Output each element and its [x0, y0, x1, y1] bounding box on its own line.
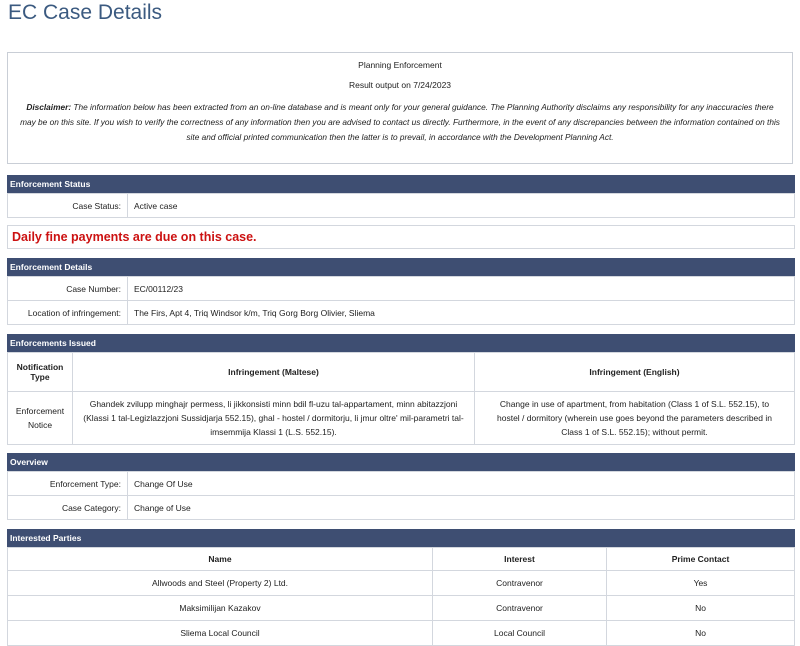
case-number-value: EC/00112/23	[128, 277, 795, 301]
party-name: Maksimilijan Kazakov	[8, 596, 433, 621]
interested-parties-table	[7, 547, 795, 646]
table-header-row	[8, 353, 795, 392]
result-output-date: Result output on 7/24/2023	[348, 80, 452, 90]
col-interest: Interest	[433, 548, 607, 571]
enforcement-details-header: Enforcement Details	[7, 258, 795, 276]
col-infringement-english: Infringement (English)	[475, 353, 795, 392]
party-name: Allwoods and Steel (Property 2) Ltd.	[8, 571, 433, 596]
case-status-value: Active case	[128, 194, 795, 218]
table-row	[8, 277, 795, 301]
infringement-maltese-cell: Ghandek zvilupp minghajr permess, li jikkonsisti minn bdil fl-uzu tal-appartament, minn abitazzjoni (Klassi 1 tal-Legizlazzjoni Sussidjarja 552.15), ghal - hostel / dormitorju, li jmur oltre' mil-parametri tal-imsemmija Klassi 1 (L.S. 552.15).	[73, 392, 475, 445]
disclaimer-text: The information below has been extracted from an on-line database and is meant only for your general guidance. The Planning Authority disclaims any responsibility for any inaccuracies there may be on this site. If you wish to verify the correctness of any information then you are advised to contact us directly. Furthermore, in the event of any discrepancies between the information contained on this site and official printed communication then the latter is to prevail, in accordance with the Development Planning Act.	[20, 102, 780, 142]
table-row	[8, 496, 795, 520]
col-infringement-maltese: Infringement (Maltese)	[73, 353, 475, 392]
party-prime-contact: No	[607, 596, 795, 621]
table-row	[8, 571, 795, 596]
overview-header: Overview	[7, 453, 795, 471]
enforcement-type-value: Change Of Use	[128, 472, 795, 496]
enforcements-issued-header: Enforcements Issued	[7, 334, 795, 352]
case-category-label: Case Category:	[8, 496, 128, 520]
daily-fine-notice: Daily fine payments are due on this case.	[7, 225, 795, 249]
col-name: Name	[8, 548, 433, 571]
party-name: Sliema Local Council	[8, 621, 433, 646]
party-prime-contact: Yes	[607, 571, 795, 596]
location-value: The Firs, Apt 4, Triq Windsor k/m, Triq Gorg Borg Olivier, Sliema	[128, 301, 795, 325]
col-prime-contact: Prime Contact	[607, 548, 795, 571]
enforcement-status-header: Enforcement Status	[7, 175, 795, 193]
party-interest: Contravenor	[433, 571, 607, 596]
col-notification-type: Notification Type	[8, 353, 73, 392]
table-row	[8, 392, 795, 445]
party-interest: Contravenor	[433, 596, 607, 621]
overview-table	[7, 471, 795, 520]
case-status-label: Case Status:	[8, 194, 128, 218]
case-category-value: Change of Use	[128, 496, 795, 520]
party-interest: Local Council	[433, 621, 607, 646]
enforcement-details-table	[7, 276, 795, 325]
page-title: EC Case Details	[8, 1, 163, 24]
disclaimer-box	[7, 52, 793, 164]
disclaimer-text-block	[20, 100, 780, 145]
enforcement-type-label: Enforcement Type:	[8, 472, 128, 496]
disclaimer-label: Disclaimer:	[26, 102, 72, 112]
party-prime-contact: No	[607, 621, 795, 646]
table-row	[8, 621, 795, 646]
location-label: Location of infringement:	[8, 301, 128, 325]
table-row	[8, 596, 795, 621]
enforcement-status-table	[7, 193, 795, 218]
infringement-english-cell: Change in use of apartment, from habitation (Class 1 of S.L. 552.15), to hostel / dormitory (wherein use goes beyond the parameters described in Class 1 of S.L. 552.15); without permit.	[475, 392, 795, 445]
table-row	[8, 194, 795, 218]
enforcements-issued-table	[7, 352, 795, 445]
interested-parties-header: Interested Parties	[7, 529, 795, 547]
case-number-label: Case Number:	[8, 277, 128, 301]
table-row	[8, 301, 795, 325]
notification-type-cell: Enforcement Notice	[8, 392, 73, 445]
table-row	[8, 472, 795, 496]
disclaimer-heading: Planning Enforcement	[358, 60, 442, 70]
table-header-row	[8, 548, 795, 571]
